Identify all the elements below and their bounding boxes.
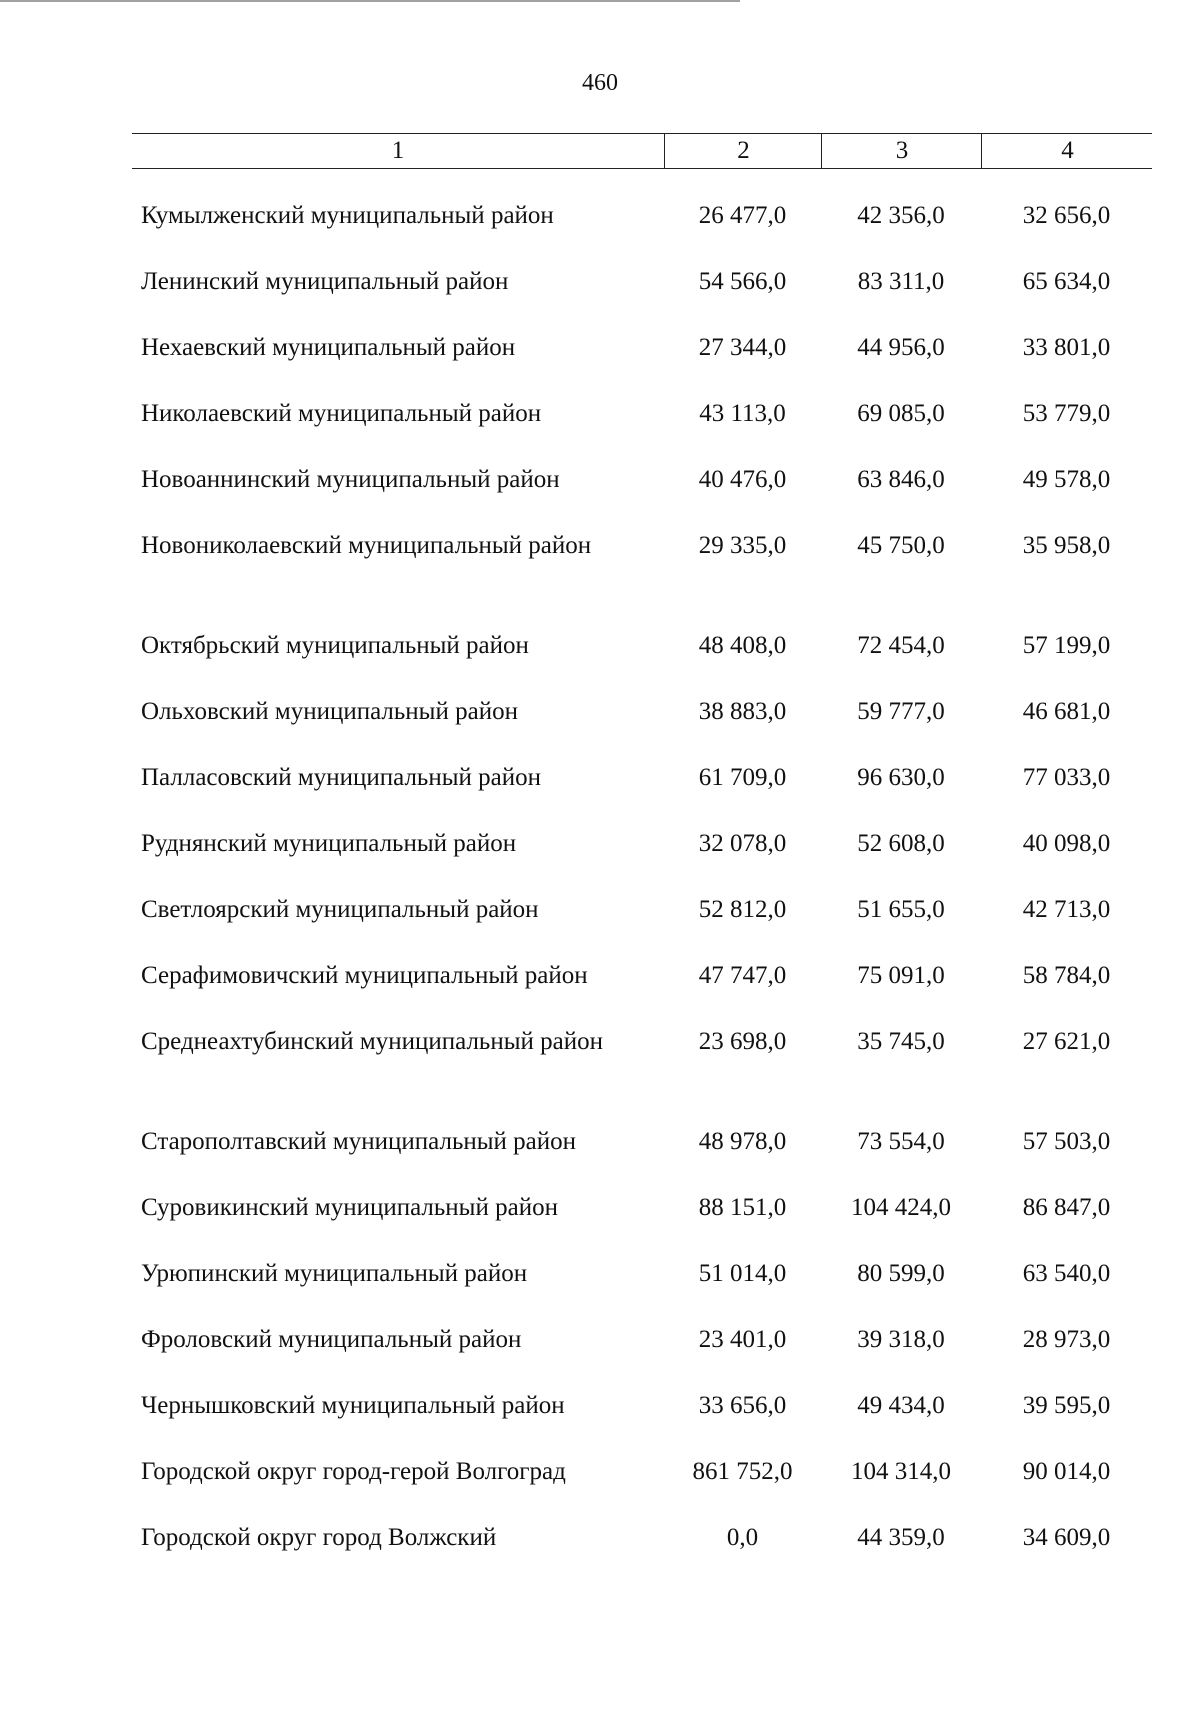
value-col-2: 27 344,0	[698, 334, 787, 361]
value-col-3: 44 956,0	[857, 334, 945, 361]
value-col-2: 54 566,0	[698, 268, 787, 295]
table-row	[132, 1175, 1152, 1241]
value-col-2: 61 709,0	[698, 764, 787, 791]
value-col-3: 69 085,0	[857, 400, 945, 427]
table-row	[132, 513, 1152, 613]
value-col-3: 75 091,0	[857, 962, 945, 989]
value-col-2: 47 747,0	[698, 962, 787, 989]
table-row	[132, 811, 1152, 877]
value-col-3: 59 777,0	[857, 698, 945, 725]
value-col-3: 73 554,0	[857, 1128, 945, 1155]
header-col-2: 2	[664, 134, 822, 168]
table-row	[132, 447, 1152, 513]
table-row	[132, 183, 1152, 249]
value-col-4: 57 503,0	[1022, 1128, 1111, 1155]
table-row	[132, 381, 1152, 447]
district-name: Николаевский муниципальный район	[141, 400, 542, 427]
value-col-3: 44 359,0	[857, 1524, 945, 1551]
value-col-4: 28 973,0	[1022, 1326, 1111, 1353]
table-row	[132, 315, 1152, 381]
value-col-4: 86 847,0	[1022, 1194, 1111, 1221]
district-name: Новоаннинский муниципальный район	[141, 466, 560, 493]
page-number: 460	[582, 70, 618, 96]
table-body	[132, 183, 1152, 1571]
value-col-2: 43 113,0	[699, 400, 786, 427]
table-row	[132, 1505, 1152, 1571]
district-name: Городской округ город-герой Волгоград	[141, 1458, 566, 1485]
table-row	[132, 1109, 1152, 1175]
table-row	[132, 1307, 1152, 1373]
value-col-2: 26 477,0	[698, 202, 787, 229]
value-col-3: 49 434,0	[857, 1392, 945, 1419]
district-name: Октябрьский муниципальный район	[141, 632, 529, 659]
value-col-4: 63 540,0	[1022, 1260, 1111, 1287]
value-col-4: 57 199,0	[1022, 632, 1111, 659]
value-col-4: 39 595,0	[1022, 1392, 1111, 1419]
table-row	[132, 745, 1152, 811]
value-col-4: 42 713,0	[1022, 896, 1111, 923]
table-row	[132, 877, 1152, 943]
value-col-3: 80 599,0	[857, 1260, 945, 1287]
value-col-4: 90 014,0	[1022, 1458, 1111, 1485]
table-row	[132, 613, 1152, 679]
district-name: Чернышковский муниципальный район	[141, 1392, 565, 1419]
value-col-2: 23 698,0	[698, 1028, 787, 1055]
table-row	[132, 1241, 1152, 1307]
value-col-3: 104 424,0	[851, 1194, 951, 1221]
value-col-4: 65 634,0	[1022, 268, 1111, 295]
value-col-2: 29 335,0	[698, 532, 787, 559]
value-col-4: 32 656,0	[1022, 202, 1111, 229]
district-name: Новониколаевский муниципальный район	[141, 532, 592, 559]
district-name: Суровикинский муниципальный район	[141, 1194, 558, 1221]
value-col-3: 51 655,0	[857, 896, 945, 923]
district-name: Руднянский муниципальный район	[141, 830, 517, 857]
value-col-4: 53 779,0	[1022, 400, 1111, 427]
table-row	[132, 943, 1152, 1009]
value-col-4: 33 801,0	[1022, 334, 1111, 361]
value-col-2: 23 401,0	[698, 1326, 787, 1353]
district-name: Палласовский муниципальный район	[141, 764, 541, 791]
value-col-4: 27 621,0	[1022, 1028, 1111, 1055]
table-row	[132, 1009, 1152, 1109]
value-col-3: 35 745,0	[857, 1028, 945, 1055]
district-name: Ольховский муниципальный район	[141, 698, 518, 725]
value-col-4: 40 098,0	[1022, 830, 1111, 857]
value-col-3: 83 311,0	[857, 268, 945, 295]
value-col-4: 77 033,0	[1022, 764, 1111, 791]
value-col-2: 52 812,0	[698, 896, 787, 923]
value-col-2: 33 656,0	[698, 1392, 787, 1419]
value-col-2: 88 151,0	[698, 1194, 787, 1221]
table-row	[132, 1373, 1152, 1439]
value-col-3: 52 608,0	[857, 830, 945, 857]
value-col-3: 42 356,0	[857, 202, 945, 229]
value-col-4: 49 578,0	[1022, 466, 1111, 493]
district-name: Старополтавский муниципальный район	[141, 1128, 576, 1155]
value-col-4: 34 609,0	[1022, 1524, 1111, 1551]
district-name: Серафимовичский муниципальный район	[141, 962, 588, 989]
value-col-3: 104 314,0	[851, 1458, 951, 1485]
header-col-4: 4	[981, 134, 1153, 168]
district-name: Ленинский муниципальный район	[141, 268, 509, 295]
value-col-2: 40 476,0	[698, 466, 787, 493]
table-row	[132, 679, 1152, 745]
value-col-2: 48 408,0	[698, 632, 787, 659]
value-col-4: 58 784,0	[1022, 962, 1111, 989]
table-header	[132, 133, 1152, 169]
value-col-2: 38 883,0	[698, 698, 787, 725]
district-name: Фроловский муниципальный район	[141, 1326, 522, 1353]
value-col-2: 32 078,0	[698, 830, 787, 857]
value-col-3: 72 454,0	[857, 632, 945, 659]
value-col-2: 48 978,0	[698, 1128, 787, 1155]
value-col-3: 96 630,0	[857, 764, 945, 791]
header-col-1: 1	[391, 137, 405, 164]
value-col-3: 45 750,0	[857, 532, 945, 559]
district-name: Кумылженский муниципальный район	[141, 202, 554, 229]
header-col-3: 3	[821, 134, 982, 168]
table-row	[132, 249, 1152, 315]
district-name: Нехаевский муниципальный район	[141, 334, 516, 361]
scan-edge-line	[0, 0, 740, 2]
district-name: Городской округ город Волжский	[141, 1524, 497, 1551]
value-col-3: 63 846,0	[857, 466, 945, 493]
value-col-2: 0,0	[726, 1524, 759, 1551]
district-name: Среднеахтубинский муниципальный район	[141, 1028, 603, 1055]
district-name: Светлоярский муниципальный район	[141, 896, 539, 923]
district-name: Урюпинский муниципальный район	[141, 1260, 528, 1287]
value-col-2: 51 014,0	[698, 1260, 787, 1287]
value-col-3: 39 318,0	[857, 1326, 945, 1353]
table-row	[132, 1439, 1152, 1505]
value-col-2: 861 752,0	[692, 1458, 793, 1485]
value-col-4: 35 958,0	[1022, 532, 1111, 559]
value-col-4: 46 681,0	[1022, 698, 1111, 725]
